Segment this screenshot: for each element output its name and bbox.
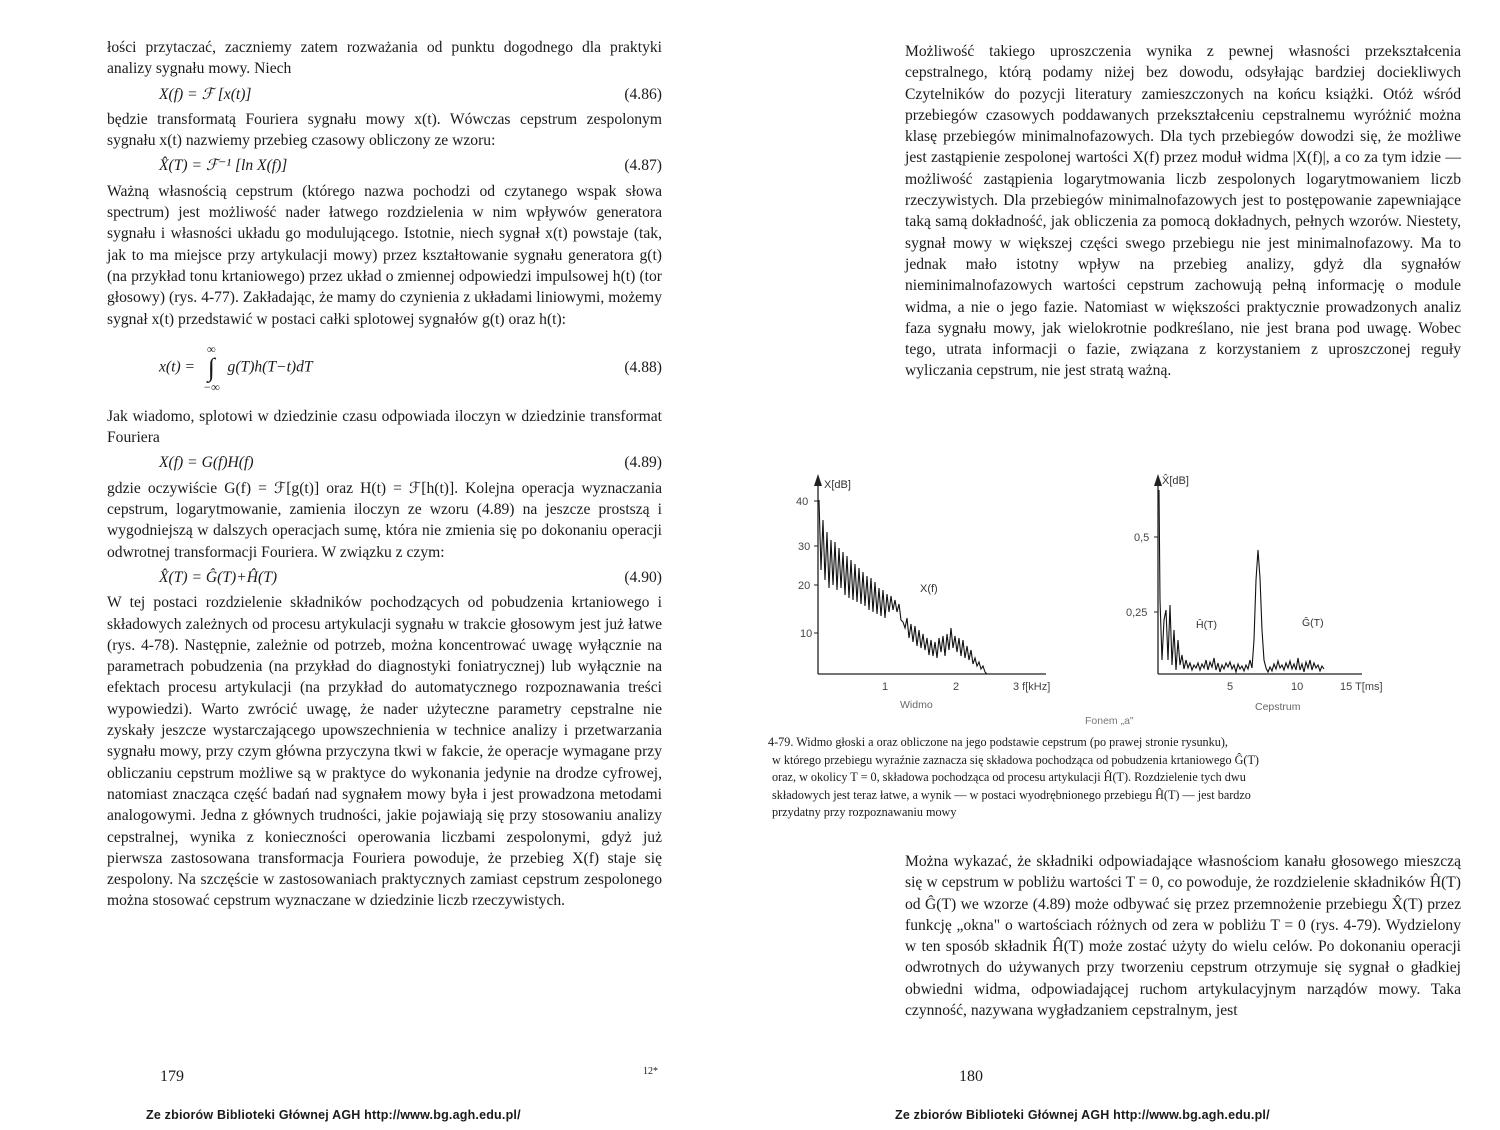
equation-number: (4.87) (624, 157, 662, 175)
equation-body: X(f) = G(f)H(f) (159, 454, 254, 472)
cepstrum-x-tick: 5 (1227, 681, 1234, 693)
spectrum-y-tick: 10 (800, 628, 813, 640)
equation-body: X̂(T) = Ĝ(T)+Ĥ(T) (159, 568, 278, 586)
right-text-column-top (905, 41, 1461, 382)
equation-number: (4.90) (624, 568, 662, 586)
equation-number: (4.89) (624, 454, 662, 472)
spectrum-x-tick: 2 (953, 681, 960, 693)
cepstrum-y-arrow (1154, 474, 1162, 486)
spectrum-sublabel: Widmo (900, 699, 933, 711)
paragraph: Możliwość takiego uproszczenia wynika z pewnej własności przekształcenia cepstralnego, którą podamy niżej bez dowodu, odsyłając bardziej dociekliwych Czytelników do pozycji literatury zamieszczonych na końcu książki. Otóż wśród przebiegów czasowych poddawanych przekształceniu cepstralnemu wyróżnić można klasę przebiegów minimalnofazowych. Dla tych przebiegów dowodzi się, że możliwe jest zastąpienie zespolonej wartości X(f) przez moduł widma |X(f)|, a co za tym idzie — możliwość zastąpienia logarytmowania liczb zespolonych logarytmowaniem liczb rzeczywistych. Dla przebiegów minimalnofazowych jest to postępowanie zapewniające taką samą dokładność, jak obliczenia za pomocą dokładnych, pełnych wzorów. Niestety, sygnał mowy w większej części swego przebiegu nie jest minimalnofazowy. Ma to jednak mało istotny wpływ na przebieg analizy, gdyż dla sygnałów nieminimalnofazowych wartości cepstrum zachowują pełną informację o module widma, a nie o jego fazie. Natomiast w większości praktycznie prowadzonych analiz faza sygnału mowy, jak wielokrotnie podkreślano, nie jest brana pod uwagę. Wobec tego, utrata informacji o fazie, związana z korzystaniem z uproszczonej reguły wyliczania cepstrum, nie jest stratą ważną. (905, 43, 1461, 380)
equation-4-86 (107, 84, 662, 105)
figure-caption (768, 734, 1458, 822)
caption-line: 4-79. Widmo głoski a oraz obliczone na jego podstawie cepstrum (po prawej stronie rysunku), (768, 735, 1228, 749)
paragraph: łości przytaczać, zaczniemy zatem rozważania od punktu dogodnego dla praktyki analizy sygnału mowy. Niech (107, 39, 662, 78)
h-component-label: Ĥ(T) (1196, 619, 1217, 631)
spectrum-curve-label: X(f) (920, 583, 938, 595)
equation-rhs: g(T)h(T−t)dT (227, 358, 313, 376)
page-number: 180 (959, 1068, 983, 1085)
paragraph: Ważną własnością cepstrum (którego nazwa pochodzi od czytanego wspak słowa spectrum) jest możliwość nader łatwego rozdzielenia w nim wpływów generatora sygnału i własności układu go modulującego. Istotnie, niech sygnał x(t) powstaje (tak, jak to ma miejsce przy artykulacji mowy) przez kształtowanie sygnału generatora g(t) (na przykład tonu krtaniowego) przez układ o zmiennej odpowiedzi impulsowej h(t) (tor głosowy) (rys. 4-77). Zakładając, że mamy do czynienia z układami liniowymi, możemy sygnał x(t) przedstawić w postaci całki splotowej sygnałów g(t) oraz h(t): (107, 182, 662, 328)
caption-line: w którego przebiegu wyraźnie zaznacza się składowa pochodząca od pobudzenia krtaniowego Ĝ(T) (772, 752, 1259, 767)
paragraph: W tej postaci rozdzielenie składników pochodzących od pobudzenia krtaniowego i składowych zależnych od procesu artykulacji sygnału w trakcie głosowym jest już łatwe (rys. 4-78). Następnie, zależnie od potrzeb, można koncentrować uwagę wyłącznie na parametrach pobudzenia (na przykład do diagnostyki foniatrycznej) lub wyłącznie na efektach procesu artykulacji (na przykład do automatycznego rozpoznawania treści wypowiedzi). Warto zwrócić uwagę, że nader użyteczne parametry cepstralne nie zyskały jeszcze wystarczającego upowszechnienia w technice analizy i przetwarzania sygnału mowy, przy czym główna przyczyna tkwi w fakcie, że operacje wymagane przy obliczaniu cepstrum możliwe są w praktyce do wykonania jedynie na drodze cyfrowej, natomiast znacząca część badań nad sygnałem mowy była i jest prowadzona metodami analogowymi. Jedna z głównych trudności, jakie pojawiają się przy stosowaniu analizy cepstralnej, wynika z konieczności operowania liczbami zespolonymi, gdyż już pierwsza zastosowana transformacja Fouriera powoduje, że przebieg X(f) staje się zespolony. Na szczęście w zastosowaniach praktycznych zamiast cepstrum zespolonego można stosować cepstrum wyznaczane w dziedzinie liczb rzeczywistych. (107, 594, 662, 910)
equation-4-87 (107, 155, 662, 176)
right-text-column-bottom (905, 851, 1461, 1021)
right-page (750, 0, 1500, 1130)
cepstrum-plot (1126, 473, 1383, 713)
integral-lower-limit: −∞ (202, 379, 220, 394)
spectrum-y-tick: 40 (796, 496, 809, 508)
spectrum-x-tick: 1 (882, 681, 889, 693)
equation-4-88 (107, 334, 662, 402)
equation-body: X̂(T) = ℱ⁻¹ [ln X(f)] (159, 157, 288, 175)
cepstrum-y-tick: 0,5 (1134, 532, 1150, 544)
integral-symbol (203, 343, 220, 393)
equation-lhs: x(t) = (159, 358, 196, 376)
caption-line: przydatny przy rozpoznawaniu mowy (772, 805, 957, 819)
figure-bottom-label: Fonem „a" (1085, 715, 1134, 727)
integral-sign: ∫ (207, 352, 215, 382)
spectrum-plot (796, 474, 1050, 711)
sheet-signature: 12* (643, 1066, 658, 1077)
cepstrum-y-label: X̂[dB] (1162, 475, 1189, 487)
library-footer: Ze zbiorów Biblioteki Głównej AGH http://www.bg.agh.edu.pl/ (146, 1108, 521, 1122)
left-text-column (107, 37, 662, 912)
cepstrum-y-tick: 0,25 (1126, 607, 1148, 619)
spectrum-y-tick: 20 (798, 580, 811, 592)
cepstrum-sublabel: Cepstrum (1255, 701, 1301, 713)
equation-number: (4.88) (624, 359, 662, 377)
paragraph: będzie transformatą Fouriera sygnału mowy x(t). Wówczas cepstrum zespolonym sygnału x(t) nazwiemy przebieg czasowy obliczony ze wzoru: (107, 110, 662, 150)
spectrum-curve (819, 500, 987, 674)
spectrum-y-arrow (814, 474, 822, 486)
integral-upper-limit: ∞ (207, 341, 216, 356)
equation-4-90 (107, 567, 662, 588)
figure-4-79 (750, 460, 1500, 730)
spectrum-y-label: X[dB] (824, 479, 851, 491)
caption-line: oraz, w okolicy T = 0, składowa pochodząca od procesu artykulacji Ĥ(T). Rozdzielenie tych dwu (772, 770, 1246, 784)
spectrum-y-tick: 30 (798, 541, 811, 553)
cepstrum-x-tick: 15 T[ms] (1340, 681, 1383, 693)
equation-4-89 (107, 452, 662, 473)
cepstrum-x-tick: 10 (1291, 681, 1304, 693)
caption-line: składowych jest teraz łatwe, a wynik — w postaci wyodrębnionego przebiegu Ĥ(T) — jest bardzo (772, 787, 1251, 802)
equation-body: X(f) = ℱ [x(t)] (159, 85, 252, 103)
paragraph: gdzie oczywiście G(f) = ℱ[g(t)] oraz H(t) = ℱ[h(t)]. Kolejna operacja wyznaczania cepstrum, logarytmowanie, zamienia iloczyn ze wzoru (4.89) na jeszcze prostszą i wygodniejszą w dalszych operacjach sumę, która nie zmienia się po dokonaniu operacji odwrotnej transformacji Fouriera. W związku z czym: (107, 479, 662, 561)
equation-body (159, 343, 313, 393)
g-component-label: Ĝ(T) (1302, 617, 1324, 629)
equation-number: (4.86) (624, 85, 662, 103)
paragraph: Można wykazać, że składniki odpowiadające własnościom kanału głosowego mieszczą się w cepstrum w pobliżu wartości T = 0, co powoduje, że rozdzielenie składników Ĥ(T) od Ĝ(T) we wzorze (4.89) może odbywać się przez przemnożenie przebiegu X̂(T) przez funkcję „okna" o wartościach różnych od zera w pobliżu T = 0 (rys. 4-79). Wydzielony w ten sposób składnik Ĥ(T) może zostać użyty do wielu celów. Po dokonaniu operacji odwrotnych do używanych przy tworzeniu cepstrum otrzymuje się sygnał o gładkiej obwiedni widma, odpowiadającej ruchom artykulacyjnym narządów mowy. Taka czynność, nazywana wygładzaniem cepstralnym, jest (905, 853, 1461, 1020)
library-footer: Ze zbiorów Biblioteki Głównej AGH http://www.bg.agh.edu.pl/ (895, 1108, 1270, 1122)
cepstrum-curve (1159, 490, 1324, 672)
page-number: 179 (160, 1068, 184, 1085)
paragraph: Jak wiadomo, splotowi w dziedzinie czasu odpowiada iloczyn w dziedzinie transformat Fouriera (107, 407, 662, 447)
spectrum-x-tick: 3 f[kHz] (1013, 681, 1051, 693)
